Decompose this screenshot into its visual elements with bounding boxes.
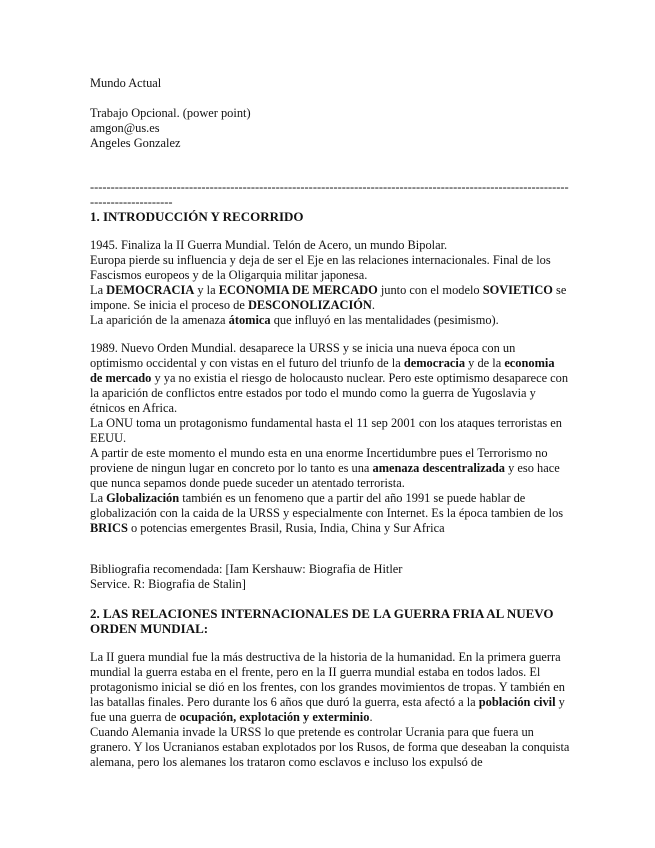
para: La Globalización también es un fenomeno que a partir del año 1991 se puede hablar de globalización con la caida de la URSS y especialmente con Internet. Es la época tambien de los BRICS o potencias emergentes Brasil, Rusia, India, China y Sur Africa <box>90 491 564 535</box>
bold-term: ECONOMIA DE MERCADO <box>218 283 378 297</box>
section2-title: 2. LAS RELACIONES INTERNACIONALES DE LA GUERRA FRIA AL NUEVO ORDEN MUNDIAL: <box>90 606 554 636</box>
bibliography-line: Service. R: Biografia de Stalin] <box>90 577 246 591</box>
bold-term: BRICS <box>90 521 128 535</box>
separator-line: ---------------------------------------------------------------------------------------------------------------------------------------- <box>90 180 569 209</box>
bold-term: amenaza descentralizada <box>372 461 505 475</box>
bold-term: átomica <box>228 313 271 327</box>
para-line: 1945. Finaliza la II Guerra Mundial. Telón de Acero, un mundo Bipolar. <box>90 238 448 252</box>
bibliography <box>90 562 570 592</box>
para: Cuando Alemania invade la URSS lo que pretende es controlar Ucrania para que fuera un granero. Y los Ucranianos estaban explotados por los Rusos, de forma que deseaban la conquista alemana, pero los alemanes los trataron como esclavos e incluso los expulsó de <box>90 725 570 769</box>
header-info <box>90 106 570 151</box>
bold-term: población civil <box>478 695 556 709</box>
para: A partir de este momento el mundo esta en una enorme Incertidumbre pues el Terrorismo no proviene de ningun lugar en concreto por lo tanto es una amenaza descentralizada y eso hace que nunca sepamos donde puede suceder un atentado terrorista. <box>90 446 560 490</box>
para-line: La aparición de la amenaza átomica que influyó en las mentalidades (pesimismo). <box>90 313 499 327</box>
doc-title: Mundo Actual <box>90 76 162 90</box>
section1-para2 <box>90 341 570 536</box>
section1-para1 <box>90 238 570 328</box>
bold-term: economia de mercado <box>90 356 555 385</box>
section1-title: 1. INTRODUCCIÓN Y RECORRIDO <box>90 209 304 224</box>
bold-term: Globalización <box>106 491 180 505</box>
bold-term: DEMOCRACIA <box>106 283 195 297</box>
assignment-line: Trabajo Opcional. (power point) <box>90 106 251 120</box>
author-email: amgon@us.es <box>90 121 160 135</box>
para: 1989. Nuevo Orden Mundial. desaparece la URSS y se inicia una nueva época con un optimismo occidental y con vistas en el futuro del triunfo de la democracia y de la economia de mercado y ya no existia el riesgo de holocausto nuclear. Pero este optimismo desaparece con la aparición de conflictos entre estados por todo el mundo como la guerra de Yugoslavia y étnicos en Africa. <box>90 341 569 415</box>
para: La II guera mundial fue la más destructiva de la historia de la humanidad. En la primera guerra mundial la guerra estaba en el frente, pero en la II guerra mundial estaba en todos lados. El protagonismo inicial se dió en los frentes, con los grandes movimientos de tropas. Y también en las batallas finales. Pero durante los 6 años que duró la guerra, esta afectó a la población civil y fue una guerra de ocupación, explotación y exterminio. <box>90 650 565 724</box>
bold-term: ocupación, explotación y exterminio <box>179 710 370 724</box>
author-name: Angeles Gonzalez <box>90 136 181 150</box>
para: La ONU toma un protagonismo fundamental hasta el 11 sep 2001 con los ataques terroristas en EEUU. <box>90 416 562 445</box>
bibliography-line: Bibliografia recomendada: [Iam Kershauw: Biografia de Hitler <box>90 562 403 576</box>
bold-term: democracia <box>403 356 466 370</box>
para-line: La DEMOCRACIA y la ECONOMIA DE MERCADO junto con el modelo SOVIETICO se impone. Se inicia el proceso de DESCONOLIZACIÓN. <box>90 283 567 312</box>
para-line: Europa pierde su influencia y deja de ser el Eje en las relaciones internacionales. Final de los Fascismos europeos y de la Oligarquia militar japonesa. <box>90 253 551 282</box>
bold-term: DESCONOLIZACIÓN <box>247 298 372 312</box>
bold-term: SOVIETICO <box>482 283 553 297</box>
section2-para1 <box>90 650 570 770</box>
